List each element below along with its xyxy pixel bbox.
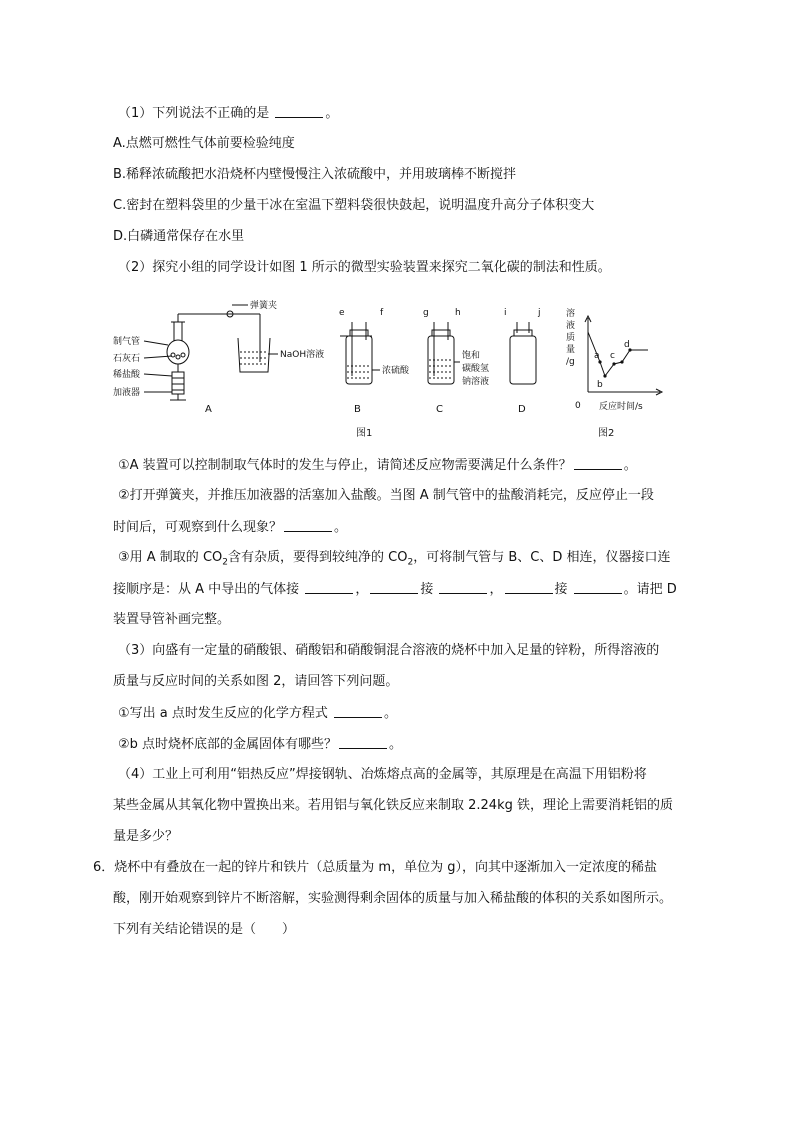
graph-ylabel-3: 质 <box>566 333 576 343</box>
q4-line2: 某些金属从其氧化物中置换出来。若用铝与氧化铁反应来制取 2.24kg 铁，理论上需要消耗铝的质 <box>113 798 673 813</box>
q2-sub3-line3: 装置导管补画完整。 <box>113 612 231 627</box>
experiment-figure <box>110 300 680 450</box>
q6-line2: 酸，刚开始观察到锌片不断溶解，实验测得剩余固体的质量与加入稀盐酸的体积的关系如图所示。 <box>113 891 673 906</box>
fig2-caption: 图2 <box>598 428 615 439</box>
graph-ylabel-2: 液 <box>566 321 576 331</box>
answer-blank[interactable] <box>505 579 553 594</box>
q2-sub3-line1: ③用 A 制取的 $CO_2$含有杂质，要得到较纯净的 $CO_2$，可将制气管与 B、C、D 相连，仪器接口连 <box>118 550 671 568</box>
label-j: j <box>538 308 541 318</box>
label-b: B <box>354 404 361 415</box>
graph-point-a: a <box>594 351 600 361</box>
q1-option-a: A.点燃可燃性气体前要检验纯度 <box>113 136 295 151</box>
label-h: h <box>455 308 461 318</box>
label-sodium-solution: 钠溶液 <box>462 377 490 387</box>
answer-blank[interactable] <box>284 517 332 532</box>
label-naoh-solution: NaOH溶液 <box>280 350 325 360</box>
q1-option-d: D.白磷通常保存在水里 <box>113 229 245 244</box>
graph-point-markers <box>598 348 631 377</box>
answer-blank[interactable] <box>370 579 418 594</box>
q3-sub1: ①写出 a 点时发生反应的化学方程式 。 <box>118 703 397 724</box>
q2-sub2-line1: ②打开弹簧夹，并推压加液器的活塞加入盐酸。当图 A 制气管中的盐酸消耗完，反应停止一段 <box>118 488 654 503</box>
apparatus-c <box>428 322 460 384</box>
graph-point-c: c <box>610 351 615 361</box>
label-bicarbonate: 碳酸氢 <box>462 364 490 374</box>
label-gas-tube: 制气管 <box>113 337 141 347</box>
label-d: D <box>518 404 526 415</box>
label-conc-sulfuric: 浓硫酸 <box>382 366 410 376</box>
q6-line1: 6．烧杯中有叠放在一起的锌片和铁片（总质量为 m，单位为 g），向其中逐渐加入一定浓度的稀盐 <box>93 860 657 875</box>
q6-line3: 下列有关结论错误的是（ ） <box>113 922 296 937</box>
label-a: A <box>205 404 212 415</box>
answer-blank[interactable] <box>439 579 487 594</box>
q3-stem-line2: 质量与反应时间的关系如图 2，请回答下列问题。 <box>113 674 399 689</box>
label-g: g <box>423 308 429 318</box>
graph-ylabel-4: 量 <box>566 345 576 355</box>
label-dilute-hcl: 稀盐酸 <box>113 370 141 380</box>
apparatus-d <box>510 322 536 384</box>
graph-origin: 0 <box>575 401 581 411</box>
label-e: e <box>339 308 345 318</box>
answer-blank[interactable] <box>574 579 622 594</box>
graph-ylabel-1: 溶 <box>566 309 576 319</box>
q2-stem: （2）探究小组的同学设计如图 1 所示的微型实验装置来探究二氧化碳的制法和性质。 <box>118 260 611 275</box>
graph-xlabel: 反应时间/s <box>599 402 643 412</box>
q2-sub2-line2: 时间后，可观察到什么现象？ 。 <box>113 517 347 538</box>
q1-option-b: B.稀释浓硫酸把水沿烧杯内壁慢慢注入浓硫酸中，并用玻璃棒不断搅拌 <box>113 167 517 182</box>
q4-line3: 量是多少？ <box>113 829 179 844</box>
answer-blank[interactable] <box>305 579 353 594</box>
graph-ylabel-5: /g <box>566 357 575 367</box>
q1-stem: （1）下列说法不正确的是 。 <box>118 103 338 124</box>
label-i: i <box>504 308 507 318</box>
q2-sub3-line2: 接顺序是：从 A 中导出的气体接 ， 接 ， 接 。请把 D <box>113 579 677 600</box>
label-f: f <box>380 308 384 318</box>
answer-blank[interactable] <box>275 103 323 118</box>
label-spring-clip: 弹簧夹 <box>250 301 278 311</box>
fig1-caption: 图1 <box>356 428 373 439</box>
graph-point-d: d <box>624 340 630 350</box>
label-c: C <box>436 404 443 415</box>
answer-blank[interactable] <box>574 455 622 470</box>
q3-sub2: ②b 点时烧杯底部的金属固体有哪些？ 。 <box>118 734 402 755</box>
apparatus-b <box>340 322 380 384</box>
answer-blank[interactable] <box>339 734 387 749</box>
q2-sub1: ①A 装置可以控制制取气体时的发生与停止，请简述反应物需要满足什么条件？ 。 <box>118 455 637 476</box>
apparatus-a <box>144 305 278 400</box>
label-feeder: 加液器 <box>113 388 141 398</box>
q4-line1: （4）工业上可利用“铝热反应”焊接钢轨、冶炼熔点高的金属等，其原理是在高温下用铝粉将 <box>118 767 647 782</box>
q3-stem-line1: （3）向盛有一定量的硝酸银、硝酸铝和硝酸铜混合溶液的烧杯中加入足量的锌粉，所得溶液的 <box>118 643 660 658</box>
label-limestone: 石灰石 <box>113 354 141 364</box>
graph-point-b: b <box>597 380 603 390</box>
answer-blank[interactable] <box>334 703 382 718</box>
apparatus-diagram <box>110 300 680 450</box>
q1-option-c: C.密封在塑料袋里的少量干冰在室温下塑料袋很快鼓起，说明温度升高分子体积变大 <box>113 198 595 213</box>
label-saturated: 饱和 <box>462 351 481 361</box>
